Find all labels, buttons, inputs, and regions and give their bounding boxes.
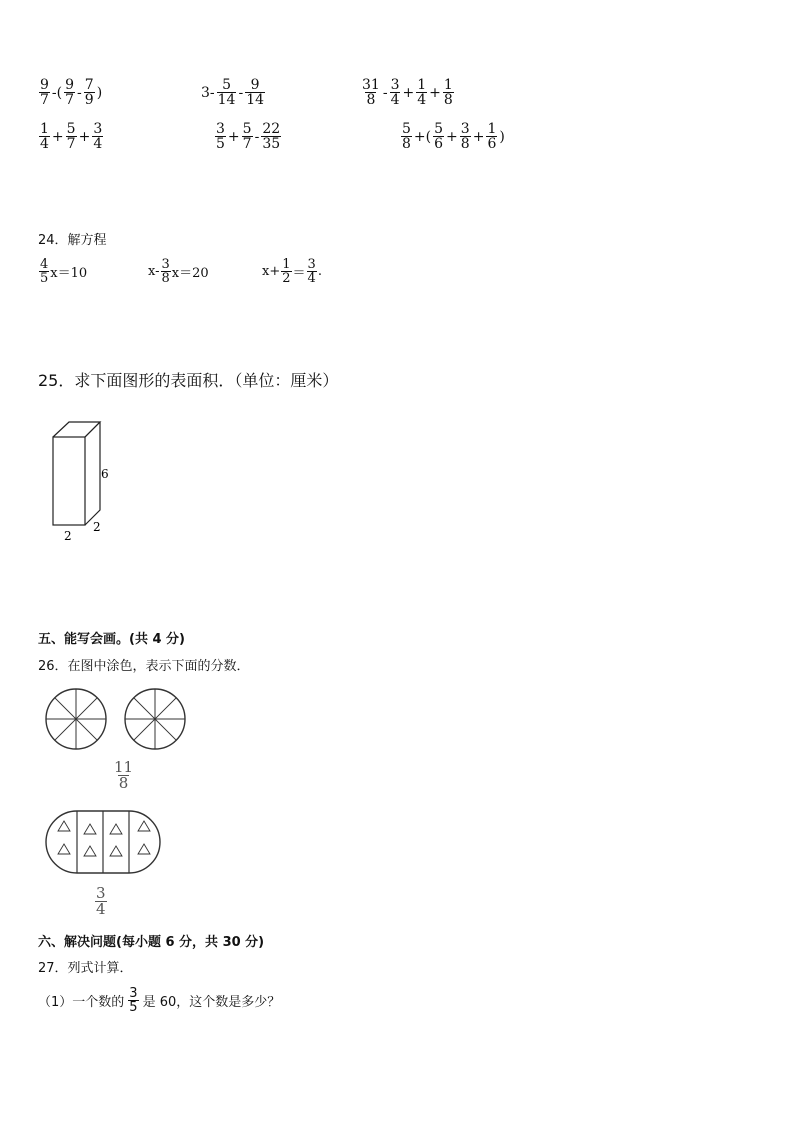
equation-rest: x＝10 <box>50 266 88 281</box>
equation-prefix: x- <box>148 264 160 279</box>
expr-r2-b <box>214 122 282 151</box>
operator: + <box>78 128 91 145</box>
expr-r2-c <box>400 122 506 151</box>
fraction: $\frac{3}{4}$ <box>96 884 106 918</box>
triangle-icon <box>138 844 150 854</box>
operator: +( <box>413 128 432 145</box>
stadium-triangle-figure <box>44 808 164 878</box>
operator: + <box>227 128 240 145</box>
equation-1 <box>38 258 87 285</box>
fraction-11-8 <box>112 760 135 791</box>
fraction: $\frac{5}{14}$ <box>217 77 236 108</box>
fraction: $\frac{5}{8}$ <box>402 121 411 152</box>
fraction: $\frac{22}{35}$ <box>262 121 281 152</box>
operator: + <box>472 128 485 145</box>
cuboid-label-height: 6 <box>101 467 109 481</box>
equals-sign: ＝ <box>292 266 306 281</box>
fraction: $\frac{31}{8}$ <box>362 77 380 108</box>
operator: - <box>238 84 244 101</box>
equation-prefix: x+ <box>262 264 281 279</box>
fraction: $\frac{9}{14}$ <box>246 77 265 108</box>
equation-3 <box>262 258 322 285</box>
fraction: $\frac{1}{6}$ <box>487 121 497 152</box>
fraction: $\frac{11}{8}$ <box>114 758 134 792</box>
equation-2 <box>148 258 209 285</box>
operator: + <box>51 128 64 145</box>
expr-r1-c <box>360 78 455 107</box>
cuboid-figure <box>40 415 130 545</box>
fraction: $\frac{3}{8}$ <box>460 121 470 152</box>
fraction: $\frac{3}{5}$ <box>129 986 138 1015</box>
operator: - <box>382 84 388 101</box>
fraction: $\frac{3}{4}$ <box>93 121 103 152</box>
cuboid-front <box>53 437 85 525</box>
operator: - <box>254 128 260 145</box>
triangle-icon <box>58 844 70 854</box>
triangle-icon <box>110 824 122 834</box>
fraction: $\frac{1}{2}$ <box>282 257 291 286</box>
cuboid-label-depth: 2 <box>93 520 101 534</box>
fraction: $\frac{4}{5}$ <box>40 257 49 286</box>
fraction: $\frac{5}{7}$ <box>242 121 252 152</box>
q24-title: 24．解方程 <box>38 233 107 248</box>
operator: + <box>446 128 458 145</box>
expr-r1-a <box>38 78 103 107</box>
expr-r1-b <box>200 78 266 107</box>
fraction: $\frac{3}{5}$ <box>216 121 225 152</box>
circle-2[interactable] <box>125 689 185 749</box>
cuboid-label-width: 2 <box>64 529 72 543</box>
q27-part1 <box>38 987 280 1014</box>
circle-1[interactable] <box>46 689 106 749</box>
q25-title: 25．求下面图形的表面积．（单位：厘米） <box>38 371 339 390</box>
operator: 3- <box>201 84 215 101</box>
triangle-icon <box>58 821 70 831</box>
operator: + <box>402 84 415 101</box>
q27-part1-suffix: 是 60，这个数是多少？ <box>142 995 281 1010</box>
fraction: $\frac{3}{4}$ <box>307 257 316 286</box>
operator: ) <box>96 84 103 101</box>
cuboid-side <box>85 422 100 525</box>
fraction-3-4 <box>94 886 108 917</box>
fraction: $\frac{3}{8}$ <box>161 257 170 286</box>
triangle-icon <box>138 821 150 831</box>
triangle-icon <box>110 846 122 856</box>
operator: + <box>429 84 441 101</box>
circle-fraction-figure <box>44 686 204 752</box>
section6-title: 六、解决问题(每小题 6 分，共 30 分) <box>38 935 265 950</box>
q26-title: 26．在图中涂色，表示下面的分数． <box>38 659 250 674</box>
equation-rest: x＝20 <box>171 266 209 281</box>
fraction: $\frac{3}{4}$ <box>390 77 400 108</box>
fraction: $\frac{9}{7}$ <box>65 77 75 108</box>
operator: -( <box>51 84 63 101</box>
q27-part1-prefix: （1）一个数的 <box>38 995 125 1010</box>
triangle-icon <box>84 846 96 856</box>
fraction: $\frac{1}{8}$ <box>443 77 453 108</box>
section5-title: 五、能写会画。(共 4 分) <box>38 632 185 647</box>
fraction: $\frac{7}{9}$ <box>84 77 94 108</box>
operator: - <box>77 84 82 101</box>
fraction: $\frac{5}{6}$ <box>434 121 444 152</box>
fraction: $\frac{1}{4}$ <box>417 77 427 108</box>
fraction: $\frac{9}{7}$ <box>40 77 49 108</box>
triangle-icon <box>84 824 96 834</box>
expr-r2-a <box>38 122 104 151</box>
operator: ) <box>499 128 505 145</box>
q27-title: 27．列式计算． <box>38 961 133 976</box>
period: . <box>317 264 322 279</box>
fraction: $\frac{5}{7}$ <box>66 121 76 152</box>
fraction: $\frac{1}{4}$ <box>40 121 49 152</box>
